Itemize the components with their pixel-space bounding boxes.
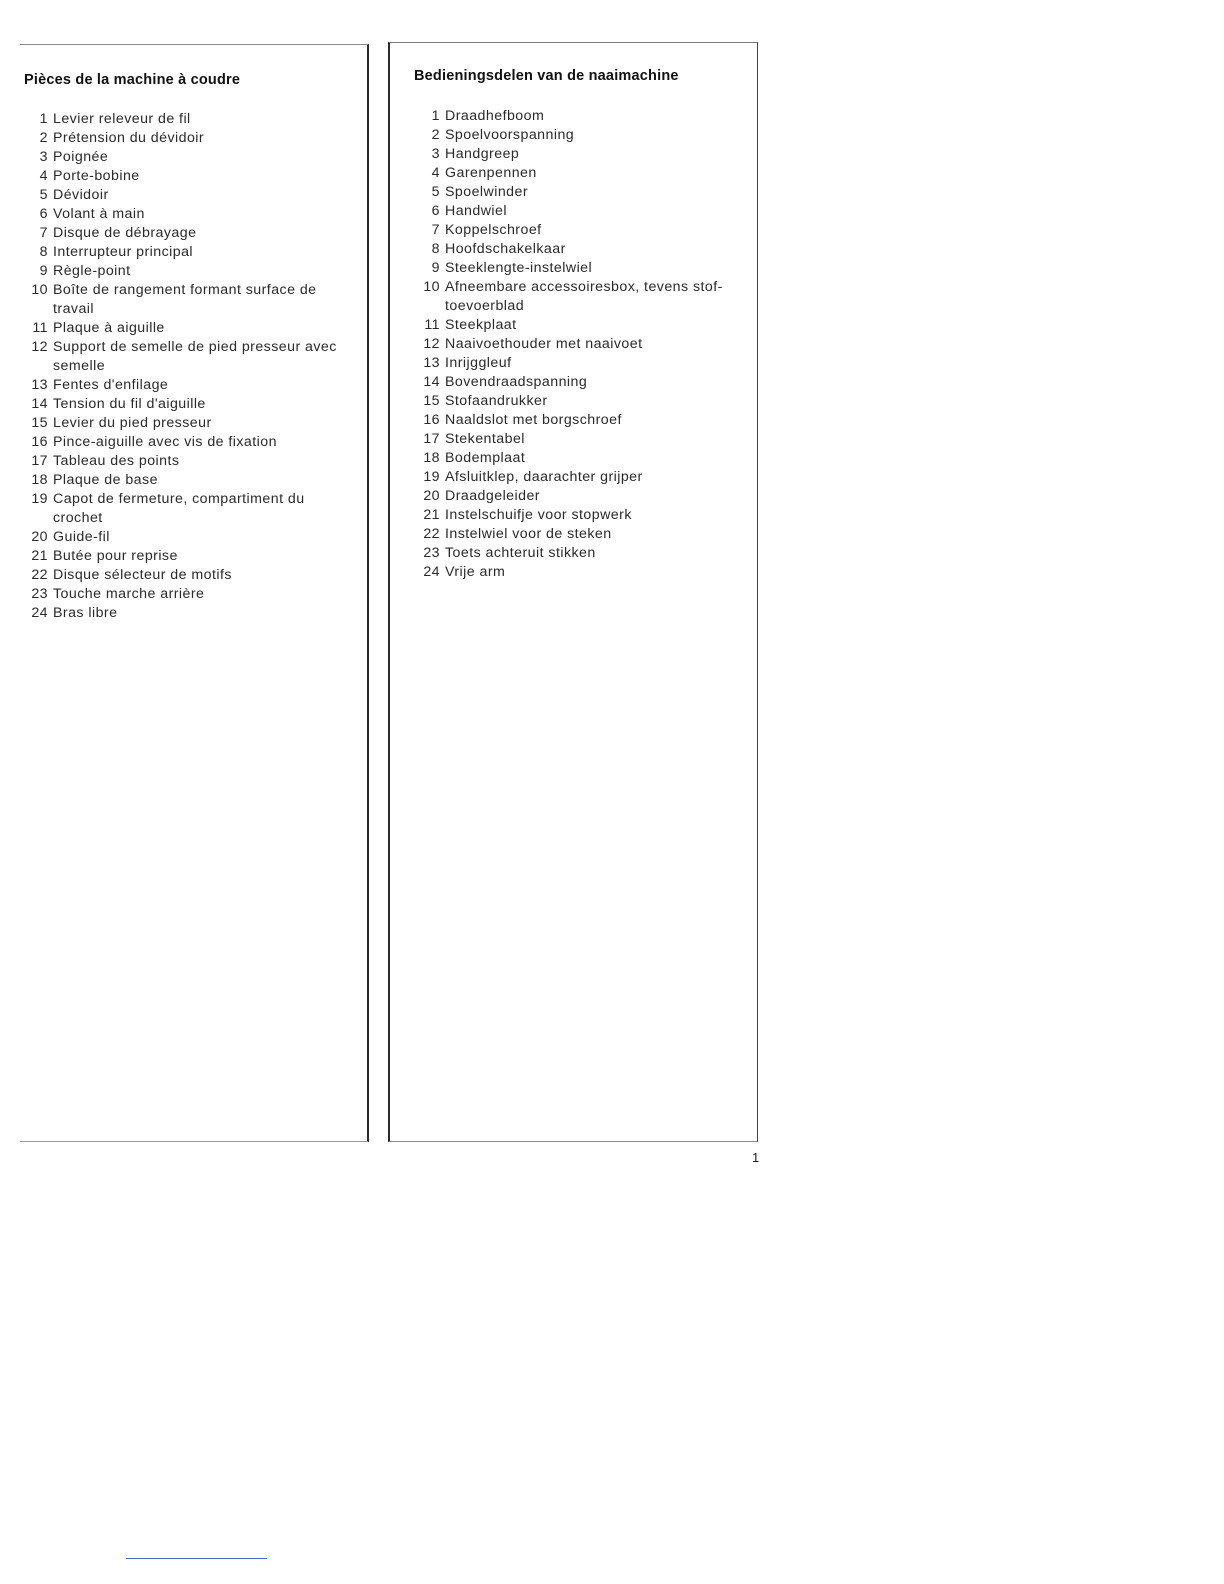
list-item <box>418 221 738 240</box>
heading-dutch: Bedieningsdelen van de naaimachine <box>414 68 679 84</box>
item-number: 4 <box>431 165 440 181</box>
list-item <box>26 490 356 528</box>
list-item <box>418 392 738 411</box>
list-item <box>26 319 356 338</box>
item-label: Draadgeleider <box>445 488 540 504</box>
item-number: 1 <box>431 108 440 124</box>
item-number: 6 <box>39 206 48 222</box>
item-number: 5 <box>431 184 440 200</box>
item-number: 24 <box>423 564 440 580</box>
item-label: Support de semelle de pied presseur avec semelle <box>53 339 337 374</box>
item-number: 22 <box>31 567 48 583</box>
item-label: Koppelschroef <box>445 222 542 238</box>
item-number: 15 <box>423 393 440 409</box>
item-label: Instelschuifje voor stopwerk <box>445 507 632 523</box>
list-item <box>418 487 738 506</box>
list-item <box>26 186 356 205</box>
list-item <box>418 259 738 278</box>
item-label: Plaque de base <box>53 472 158 488</box>
item-label: Pince-aiguille avec vis de fixation <box>53 434 277 450</box>
item-label: Spoelvoorspanning <box>445 127 575 143</box>
parts-list-dutch <box>418 107 738 582</box>
list-item <box>26 338 356 376</box>
list-item <box>26 205 356 224</box>
list-item <box>418 126 738 145</box>
item-number: 12 <box>31 339 48 355</box>
item-label: Guide-fil <box>53 529 110 545</box>
item-number: 8 <box>39 244 48 260</box>
list-item <box>418 240 738 259</box>
item-label: Spoelwinder <box>445 184 529 200</box>
page-number: 1 <box>752 1150 760 1165</box>
item-number: 23 <box>31 586 48 602</box>
item-number: 21 <box>31 548 48 564</box>
item-number: 22 <box>423 526 440 542</box>
item-label: Tension du fil d'aiguille <box>53 396 206 412</box>
list-item <box>26 243 356 262</box>
item-label: Prétension du dévidoir <box>53 130 205 146</box>
list-item <box>418 449 738 468</box>
item-label: Levier releveur de fil <box>53 111 191 127</box>
list-item <box>26 395 356 414</box>
item-number: 3 <box>39 149 48 165</box>
item-number: 23 <box>423 545 440 561</box>
item-label: Bras libre <box>53 605 118 621</box>
list-item <box>418 183 738 202</box>
item-label: Afsluitklep, daarachter grijper <box>445 469 643 485</box>
list-item <box>418 525 738 544</box>
list-item <box>26 452 356 471</box>
item-label: Règle-point <box>53 263 131 279</box>
item-label: Stofaandrukker <box>445 393 548 409</box>
item-label: Vrije arm <box>445 564 506 580</box>
item-number: 19 <box>423 469 440 485</box>
item-number: 4 <box>39 168 48 184</box>
item-number: 8 <box>431 241 440 257</box>
item-number: 14 <box>31 396 48 412</box>
heading-french: Pièces de la machine à coudre <box>24 72 241 88</box>
item-number: 13 <box>31 377 48 393</box>
parts-panel-dutch <box>388 42 758 1142</box>
item-number: 7 <box>39 225 48 241</box>
item-label: Handgreep <box>445 146 520 162</box>
parts-list-french <box>26 110 356 623</box>
list-item <box>26 604 356 623</box>
item-number: 18 <box>31 472 48 488</box>
item-label: Tableau des points <box>53 453 180 469</box>
list-item <box>26 129 356 148</box>
item-label: Handwiel <box>445 203 507 219</box>
item-label: Levier du pied presseur <box>53 415 212 431</box>
list-item <box>418 373 738 392</box>
list-item <box>26 528 356 547</box>
item-number: 10 <box>31 282 48 298</box>
item-label: Afneembare accessoiresbox, tevens stof-toevoerblad <box>445 279 723 314</box>
item-label: Dévidoir <box>53 187 109 203</box>
item-number: 3 <box>431 146 440 162</box>
item-label: Instelwiel voor de steken <box>445 526 612 542</box>
item-label: Porte-bobine <box>53 168 140 184</box>
item-label: Fentes d'enfilage <box>53 377 169 393</box>
item-label: Steeklengte-instelwiel <box>445 260 593 276</box>
list-item <box>418 164 738 183</box>
item-number: 16 <box>31 434 48 450</box>
list-item <box>26 224 356 243</box>
item-number: 16 <box>423 412 440 428</box>
item-label: Naaivoethouder met naaivoet <box>445 336 643 352</box>
item-label: Toets achteruit stikken <box>445 545 596 561</box>
item-label: Plaque à aiguille <box>53 320 165 336</box>
list-item <box>418 202 738 221</box>
item-label: Stekentabel <box>445 431 525 447</box>
list-item <box>418 468 738 487</box>
item-number: 1 <box>39 111 48 127</box>
item-label: Disque de débrayage <box>53 225 197 241</box>
list-item <box>26 585 356 604</box>
item-number: 7 <box>431 222 440 238</box>
list-item <box>418 107 738 126</box>
list-item <box>26 167 356 186</box>
footer-rule <box>126 1558 267 1559</box>
parts-panel-french <box>20 44 369 1142</box>
item-label: Garenpennen <box>445 165 537 181</box>
item-number: 13 <box>423 355 440 371</box>
item-label: Steekplaat <box>445 317 517 333</box>
item-number: 18 <box>423 450 440 466</box>
item-label: Inrijggleuf <box>445 355 512 371</box>
item-number: 9 <box>431 260 440 276</box>
item-label: Bodemplaat <box>445 450 526 466</box>
item-label: Volant à main <box>53 206 145 222</box>
item-label: Poignée <box>53 149 109 165</box>
item-number: 10 <box>423 279 440 295</box>
list-item <box>26 471 356 490</box>
item-number: 11 <box>424 317 440 333</box>
item-number: 14 <box>423 374 440 390</box>
item-label: Boîte de rangement formant surface de travail <box>53 282 317 317</box>
item-number: 20 <box>423 488 440 504</box>
item-label: Disque sélecteur de motifs <box>53 567 232 583</box>
list-item <box>418 563 738 582</box>
item-number: 12 <box>423 336 440 352</box>
list-item <box>26 547 356 566</box>
item-number: 2 <box>39 130 48 146</box>
item-label: Butée pour reprise <box>53 548 178 564</box>
list-item <box>418 411 738 430</box>
list-item <box>26 281 356 319</box>
list-item <box>418 506 738 525</box>
list-item <box>418 544 738 563</box>
item-number: 5 <box>39 187 48 203</box>
list-item <box>418 430 738 449</box>
item-number: 20 <box>31 529 48 545</box>
item-label: Draadhefboom <box>445 108 545 124</box>
list-item <box>418 278 738 316</box>
item-label: Touche marche arrière <box>53 586 205 602</box>
list-item <box>418 335 738 354</box>
item-number: 2 <box>431 127 440 143</box>
item-number: 17 <box>31 453 48 469</box>
list-item <box>26 148 356 167</box>
item-label: Bovendraadspanning <box>445 374 588 390</box>
item-number: 17 <box>423 431 440 447</box>
list-item <box>26 376 356 395</box>
item-label: Naaldslot met borgschroef <box>445 412 622 428</box>
item-number: 24 <box>31 605 48 621</box>
list-item <box>26 433 356 452</box>
list-item <box>26 566 356 585</box>
item-number: 11 <box>32 320 48 336</box>
item-number: 15 <box>31 415 48 431</box>
item-number: 6 <box>431 203 440 219</box>
list-item <box>26 414 356 433</box>
item-label: Capot de fermeture, compartiment du crochet <box>53 491 305 526</box>
list-item <box>26 110 356 129</box>
item-number: 19 <box>31 491 48 507</box>
item-number: 9 <box>39 263 48 279</box>
item-label: Hoofdschakelkaar <box>445 241 566 257</box>
item-label: Interrupteur principal <box>53 244 194 260</box>
list-item <box>418 316 738 335</box>
list-item <box>418 145 738 164</box>
list-item <box>418 354 738 373</box>
item-number: 21 <box>423 507 440 523</box>
list-item <box>26 262 356 281</box>
